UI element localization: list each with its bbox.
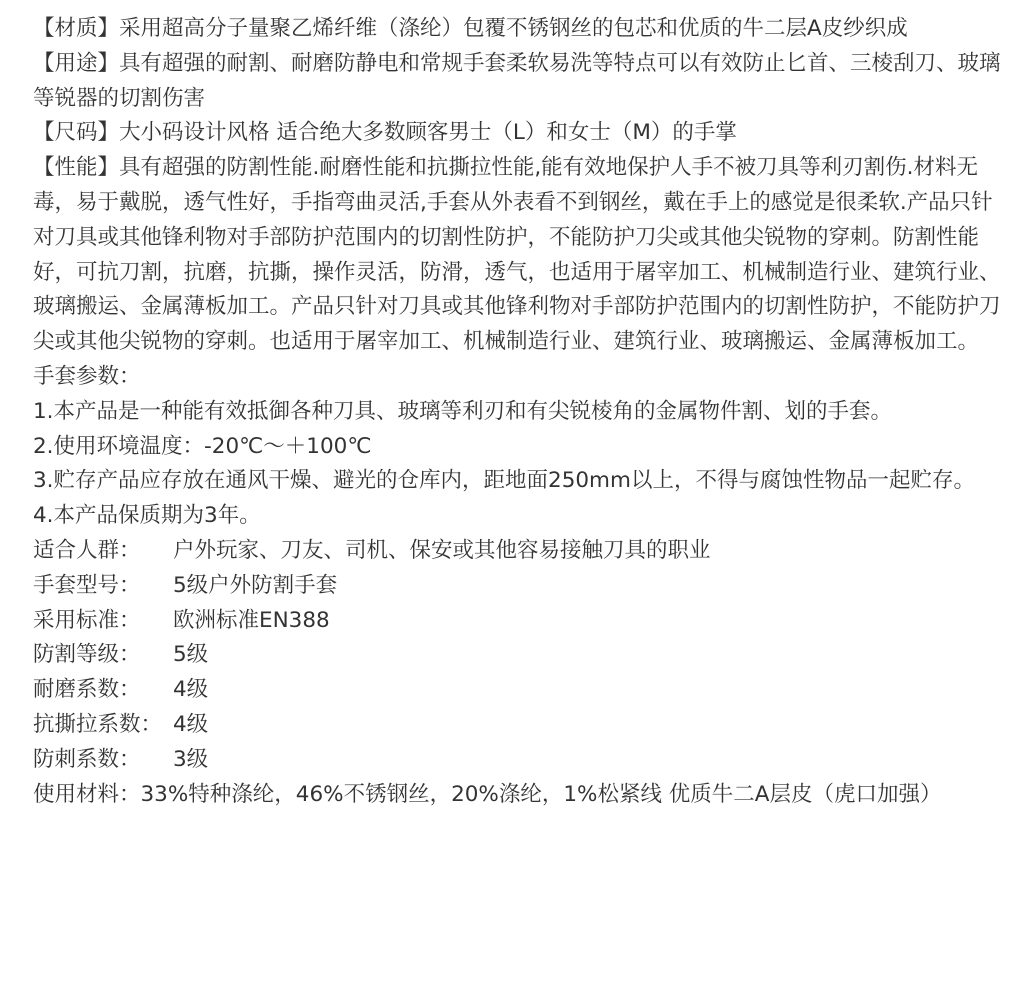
spec-key: 适合人群： [33, 537, 141, 563]
spec-row-standard [33, 604, 1011, 639]
spec-value: 3级 [173, 746, 209, 772]
spec-row-cut-level [33, 638, 1011, 673]
product-description [33, 12, 1011, 812]
spec-value: 户外玩家、刀友、司机、保安或其他容易接触刀具的职业 [173, 537, 711, 563]
numbered-item-1: 1.本产品是一种能有效抵御各种刀具、玻璃等利刃和有尖锐棱角的金属物件割、划的手套。 [33, 398, 893, 424]
spec-key: 防割等级： [33, 642, 141, 668]
intro-material: 【材质】采用超高分子量聚乙烯纤维（涤纶）包覆不锈钢丝的包芯和优质的牛二层A皮纱织成 [33, 16, 908, 41]
spec-key: 防刺系数： [33, 746, 141, 772]
intro-size: 【尺码】大小码设计风格 适合绝大多数顾客男士（L）和女士（M）的手掌 [33, 120, 737, 146]
spec-value: 4级 [173, 711, 209, 737]
spec-value: 4级 [173, 677, 209, 703]
spec-row-abrasion [33, 673, 1011, 708]
params-heading: 手套参数： [33, 363, 141, 389]
numbered-item-3: 3.贮存产品应存放在通风干燥、避光的仓库内，距地面250mm以上，不得与腐蚀性物品一起贮存。 [33, 468, 975, 494]
spec-row-puncture [33, 743, 1011, 778]
spec-key: 耐磨系数： [33, 677, 141, 703]
spec-row-target-group [33, 534, 1011, 569]
spec-value: 5级 [173, 642, 209, 668]
spec-key: 手套型号： [33, 572, 141, 598]
spec-key: 抗撕拉系数： [33, 711, 163, 737]
spec-value: 5级户外防割手套 [173, 572, 338, 598]
intro-usage: 【用途】具有超强的耐割、耐磨防静电和常规手套柔软易洗等特点可以有效防止匕首、三棱刮刀、玻璃等锐器的切割伤害 [33, 50, 1001, 111]
spec-row-model [33, 569, 1011, 604]
spec-row-tear [33, 708, 1011, 743]
materials-line: 使用材料：33%特种涤纶，46%不锈钢丝，20%涤纶，1%松紧线 优质牛二A层皮（虎口加强） [33, 781, 942, 807]
spec-key: 采用标准： [33, 607, 141, 633]
intro-performance: 【性能】具有超强的防割性能.耐磨性能和抗撕拉性能,能有效地保护人手不被刀具等利刃割伤.材料无毒，易于戴脱，透气性好，手指弯曲灵活,手套从外表看不到钢丝，戴在手上的感觉是很柔软.产品只针对刀具或其他锋利物对手部防护范围内的切割性防护，不能防护刀尖或其他尖锐物的穿刺。防割性能好，可抗刀割，抗磨，抗撕，操作灵活，防滑，透气，也适用于屠宰加工、机械制造行业、建筑行业、玻璃搬运、金属薄板加工。产品只针对刀具或其他锋利物对手部防护范围内的切割性防护，不能防护刀尖或其他尖锐物的穿刺。也适用于屠宰加工、机械制造行业、建筑行业、玻璃搬运、金属薄板加工。 [33, 155, 1001, 355]
spec-value: 欧洲标准EN388 [173, 607, 330, 633]
numbered-item-2: 2.使用环境温度：-20℃～＋100℃ [33, 433, 372, 459]
numbered-item-4: 4.本产品保质期为3年。 [33, 503, 261, 529]
